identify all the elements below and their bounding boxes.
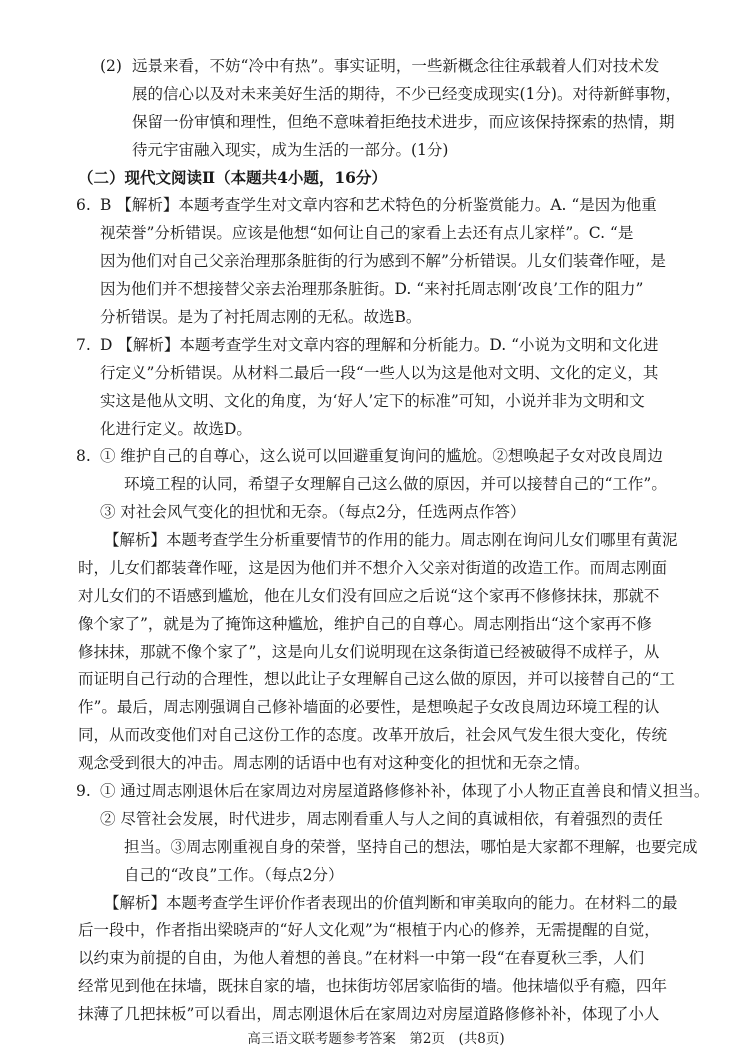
q7-line: 行定义”分析错误。从材料二最后一段“一些人以为这是他对文明、文化的定义，其 xyxy=(100,363,659,382)
q5-line: 待元宇宙融入现实，成为生活的一部分。(1分) xyxy=(132,140,449,159)
question-number: 9. xyxy=(76,781,91,800)
q9-line: 担当。③周志刚重视自身的荣誉，坚持自己的想法，哪怕是大家都不理解，也要完成 xyxy=(124,837,698,856)
q7-line: D 【解析】本题考查学生对文章内容的理解和分析能力。D. “小说为文明和文化进 xyxy=(100,335,659,354)
q6-line: 分析错误。是为了衬托周志刚的无私。故选B。 xyxy=(100,307,422,326)
q8-analysis-line: 修抹抹，那就不像个家了”，这是向儿女们说明现在这条街道已经被破得不成样子，从 xyxy=(78,642,660,661)
question-number: 8. xyxy=(76,447,91,466)
q5-line: 展的信心以及对未来美好生活的期待，不少已经变成现实(1分)。对待新鲜事物， xyxy=(132,84,681,103)
q8-analysis-line: 观念受到很大的冲击。周志刚的话语中也有对这种变化的担忧和无奈之情。 xyxy=(78,754,590,773)
page-footer: 高三语文联考题参考答案 第2页 (共8页) xyxy=(247,1031,505,1047)
q8-analysis-line: 同，从而改变他们对自己这份工作的态度。改革开放后，社会风气发生很大变化，传统 xyxy=(78,726,668,745)
q9-analysis-line: 后一段中，作者指出梁晓声的“好人文化观”为“根植于内心的修养，无需提醒的自觉， xyxy=(78,921,660,940)
question-number: 7. xyxy=(76,335,91,354)
q8-analysis-line: 而证明自己行动的合理性，想以此让子女理解自己这么做的原因，并可以接替自己的“工 xyxy=(78,670,675,689)
q7-line: 实这是他从文明、文化的角度，为‘好人’定下的标准”可知，小说并非为文明和文 xyxy=(100,391,645,410)
q5-line: 远景来看，不妨“冷中有热”。事实证明，一些新概念往往承载着人们对技术发 xyxy=(132,57,660,75)
question-number: 6. xyxy=(76,196,91,215)
q8-analysis-line: 像个家了”，就是为了掩饰这种尴尬，维护自己的自尊心。周志刚指出“这个家再不修 xyxy=(78,614,652,633)
q8-analysis-line: 【解析】本题考查学生分析重要情节的作用的能力。周志刚在询问儿女们哪里有黄泥 xyxy=(104,531,678,549)
q5-part2-number: (2) xyxy=(100,57,122,75)
q7-line: 化进行定义。故选D。 xyxy=(100,419,252,438)
q6-line: 视荣誉”分析错误。应该是他想“如何让自己的家看上去还有点儿家样”。C. “是 xyxy=(100,224,634,243)
q8-analysis-line: 时，儿女们都装聋作哑，这是因为他们并不想介入父亲对街道的改造工作。而周志刚面 xyxy=(78,558,668,577)
q8-analysis-line: 作”。最后，周志刚强调自己修补墙面的必要性，是想唤起子女改良周边环境工程的认 xyxy=(78,698,660,717)
q8-analysis-line: 对儿女们的不语感到尴尬，他在儿女们没有回应之后说“这个家再不修修抹抹，那就不 xyxy=(78,586,660,605)
q9-line: 自己的“改良”工作。（每点2分） xyxy=(124,865,344,884)
q8-line: 环境工程的认同，希望子女理解自己这么做的原因，并可以接替自己的“工作”。 xyxy=(124,475,667,494)
q9-analysis-line: 以约束为前提的自由，为他人着想的善良。”在材料一中第一段“在春夏秋三季，人们 xyxy=(78,949,645,968)
q9-analysis-line: 【解析】本题考查学生评价作者表现出的价值判断和审美取向的能力。在材料二的最 xyxy=(104,893,678,912)
section-heading: （二）现代文阅读Ⅱ（本题共4小题，16分） xyxy=(78,167,387,187)
q9-analysis-line: 抹薄了几把抹板”可以看出，周志刚退休后在家周边对房屋道路修修补补，体现了小人 xyxy=(78,1005,660,1023)
q5-line: 保留一份审慎和理性，但绝不意味着拒绝技术进步，而应该保持探索的热情，期 xyxy=(132,112,675,131)
q6-line: 因为他们对自己父亲治理那条脏街的行为感到不解”分析错误。儿女们装聋作哑，是 xyxy=(100,252,666,271)
q6-line: B 【解析】本题考查学生对文章内容和艺术特色的分析鉴赏能力。A. “是因为他重 xyxy=(100,196,657,215)
q6-line: 因为他们并不想接替父亲去治理那条脏街。D. “来衬托周志刚‘改良’工作的阻力” xyxy=(100,280,644,299)
q9-line: ② 尽管社会发展，时代进步，周志刚看重人与人之间的真诚相依，有着强烈的责任 xyxy=(100,809,663,828)
q9-analysis-line: 经常见到他在抹墙，既抹自家的墙，也抹街坊邻居家临街的墙。他抹墙似乎有瘾，四年 xyxy=(78,977,668,996)
q8-line: ① 维护自己的自尊心，这么说可以回避重复询问的尴尬。②想唤起子女对改良周边 xyxy=(100,447,663,466)
q8-line: ③ 对社会风气变化的担忧和无奈。（每点2分，任选两点作答） xyxy=(100,503,526,522)
q9-line: ① 通过周志刚退休后在家周边对房屋道路修修补补，体现了小人物正直善良和情义担当。 xyxy=(100,781,710,800)
